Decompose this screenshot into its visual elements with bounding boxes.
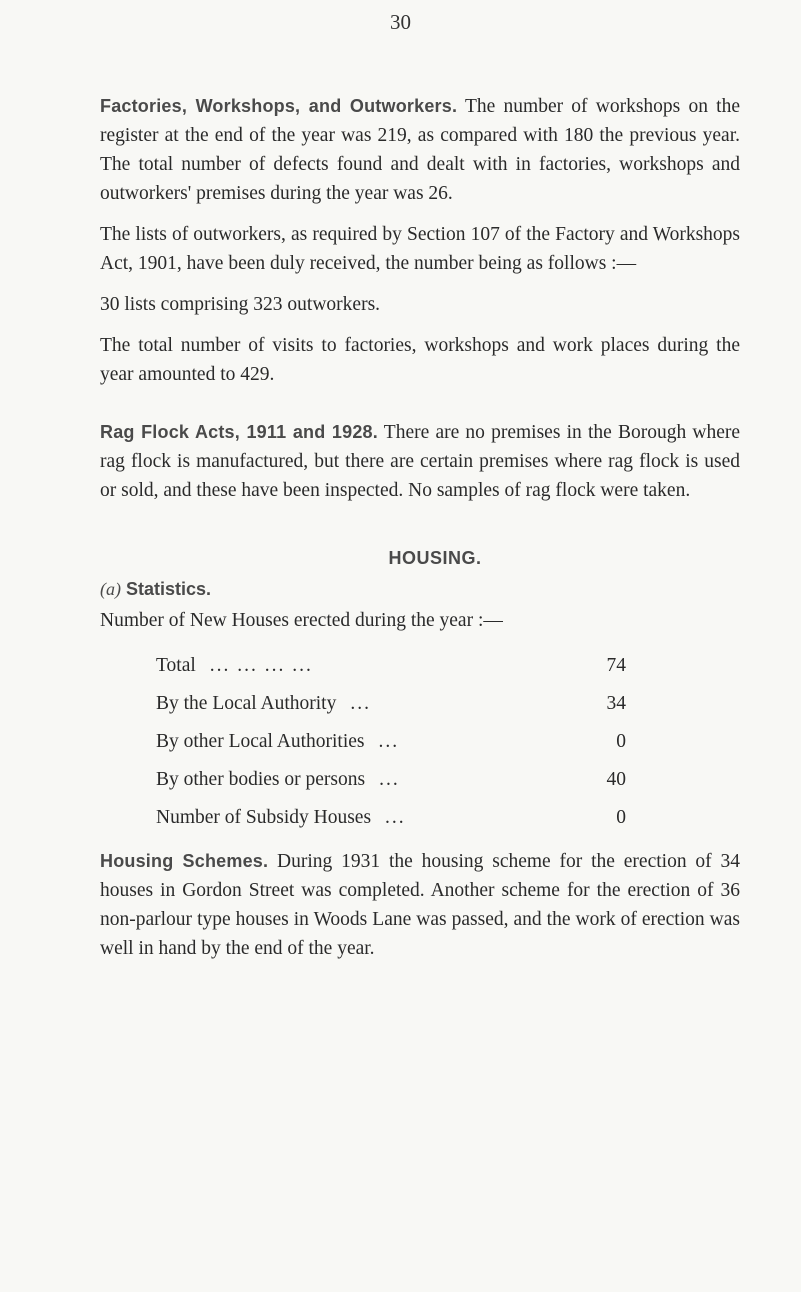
table-row xyxy=(156,761,626,799)
statistics-label: (a) xyxy=(100,579,121,599)
row-value: 0 xyxy=(616,731,626,752)
table-row xyxy=(156,685,626,723)
visits-paragraph: The total number of visits to factories, workshops and work places during the year amounted to 429. xyxy=(100,335,740,385)
statistics-subheading xyxy=(100,579,740,600)
row-label: Total ... ... ... ... xyxy=(156,655,313,676)
table-row xyxy=(156,799,626,837)
document-body xyxy=(100,92,740,963)
housing-heading: HOUSING. xyxy=(388,548,482,568)
outworkers-lists-paragraph: The lists of outworkers, as required by Section 107 of the Factory and Workshops Act, 1901, have been duly received, the number being as follows :— xyxy=(100,224,740,274)
row-value: 74 xyxy=(606,655,626,676)
leader-dots: ... xyxy=(350,693,371,714)
row-value: 40 xyxy=(606,769,626,790)
table-row xyxy=(156,723,626,761)
housing-schemes-text: During 1931 the housing scheme for the erection of 34 houses in Gordon Street was completed. Another scheme for the erection of 36 non-parlour type houses in Woods Lane was passed, and the work of erection was well in hand by the end of the year. xyxy=(100,851,740,959)
page-number: 30 xyxy=(390,10,411,34)
housing-schemes-heading: Housing Schemes. xyxy=(100,851,269,871)
table-row xyxy=(156,647,626,685)
lists-count-line: 30 lists comprising 323 outworkers. xyxy=(100,294,381,315)
leader-dots: ... ... ... ... xyxy=(209,655,313,676)
new-houses-intro: Number of New Houses erected during the year :— xyxy=(100,610,503,631)
row-label: By other Local Authorities ... xyxy=(156,731,400,752)
row-label: By the Local Authority ... xyxy=(156,693,371,714)
rag-flock-paragraph xyxy=(100,418,740,505)
row-label: By other bodies or persons ... xyxy=(156,769,400,790)
factories-text: The number of workshops on the register at the end of the year was 219, as compared with 180 the previous year. The total number of defects found and dealt with in factories, workshops and outworkers' premises during the year was 26. xyxy=(100,96,740,204)
leader-dots: ... xyxy=(378,731,400,752)
row-value: 0 xyxy=(616,807,626,828)
factories-heading: Factories, Workshops, and Outworkers. xyxy=(100,96,458,116)
factories-paragraph xyxy=(100,92,740,208)
housing-statistics-table xyxy=(156,647,626,837)
rag-flock-text: There are no premises in the Borough where rag flock is manufactured, but there are certain premises where rag flock is used or sold, and these have been inspected. No samples of rag flock were taken. xyxy=(100,422,741,501)
leader-dots: ... xyxy=(379,769,400,790)
housing-schemes-paragraph xyxy=(100,847,740,963)
statistics-heading: Statistics. xyxy=(121,579,212,599)
rag-flock-heading: Rag Flock Acts, 1911 and 1928. xyxy=(100,422,378,442)
row-value: 34 xyxy=(606,693,626,714)
leader-dots: ... xyxy=(385,807,406,828)
row-label: Number of Subsidy Houses ... xyxy=(156,807,406,828)
